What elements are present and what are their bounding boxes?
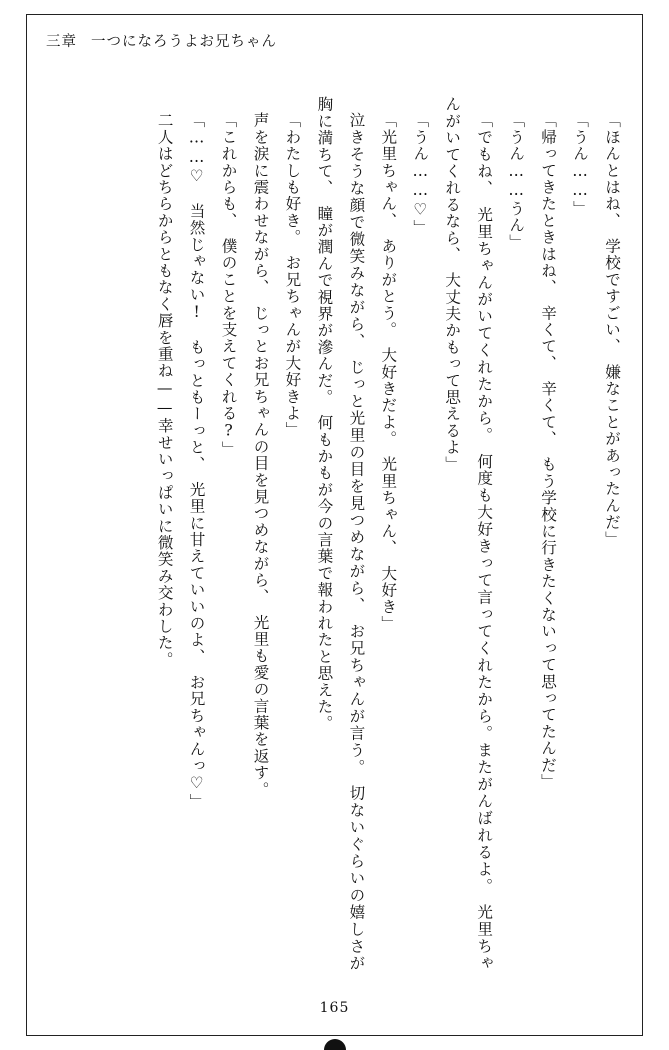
paragraph: 「これからも、 僕のことを支えてくれる?」 — [219, 111, 238, 457]
paragraph: 声を涙に震わせながら、 じっとお兄ちゃんの目を見つめながら、 光里も愛の言葉を返す。 — [251, 111, 270, 798]
chapter-number: 三章 — [46, 34, 77, 50]
running-header — [46, 30, 277, 51]
page-number: 165 — [319, 1000, 350, 1016]
paragraph: 「うん……♡」 — [411, 111, 430, 236]
body-text-vertical — [67, 96, 627, 971]
paragraph: 「帰ってきたときはね、 辛くて、 辛くて、 もう学校に行きたくないって思ってたんだ」 — [539, 111, 558, 790]
binding-mark — [324, 1039, 346, 1050]
paragraph: 泣きそうな顔で微笑みながら、 じっと光里の目を見つめながら、 お兄ちゃんが言う。 切ないぐらいの嬉しさが胸に満ちて、 瞳が潤んで視界が滲んだ。 何もかもが今の言葉で報われたと思えた。 — [315, 96, 366, 971]
paragraph: 「ほんとはね、 学校ですごい、 嫌なことがあったんだ」 — [603, 111, 621, 547]
paragraph: 「光里ちゃん、 ありがとう。 大好きだよ。 光里ちゃん、 大好き」 — [379, 111, 398, 632]
paragraph: 「うん……うん」 — [507, 111, 526, 250]
paragraph: 二人はどちらからともなく唇を重ね——幸せいっぱいに微笑み交わした。 — [155, 111, 174, 668]
paragraph: 「でもね、 光里ちゃんがいてくれたから。 何度も大好きって言ってくれたから。またがんばれるよ。 光里ちゃんがいてくれるなら、 大丈夫かもって思えるよ」 — [443, 96, 494, 971]
paragraph: 「……♡ 当然じゃない! もっともーっと、 光里に甘えていいのよ、 お兄ちゃんっ♡」 — [187, 111, 206, 810]
paragraph: 「うん……」 — [571, 111, 590, 217]
chapter-title: 一つになろうよお兄ちゃん — [91, 34, 277, 50]
paragraph: 「わたしも好き。 お兄ちゃんが大好きよ」 — [283, 111, 302, 438]
